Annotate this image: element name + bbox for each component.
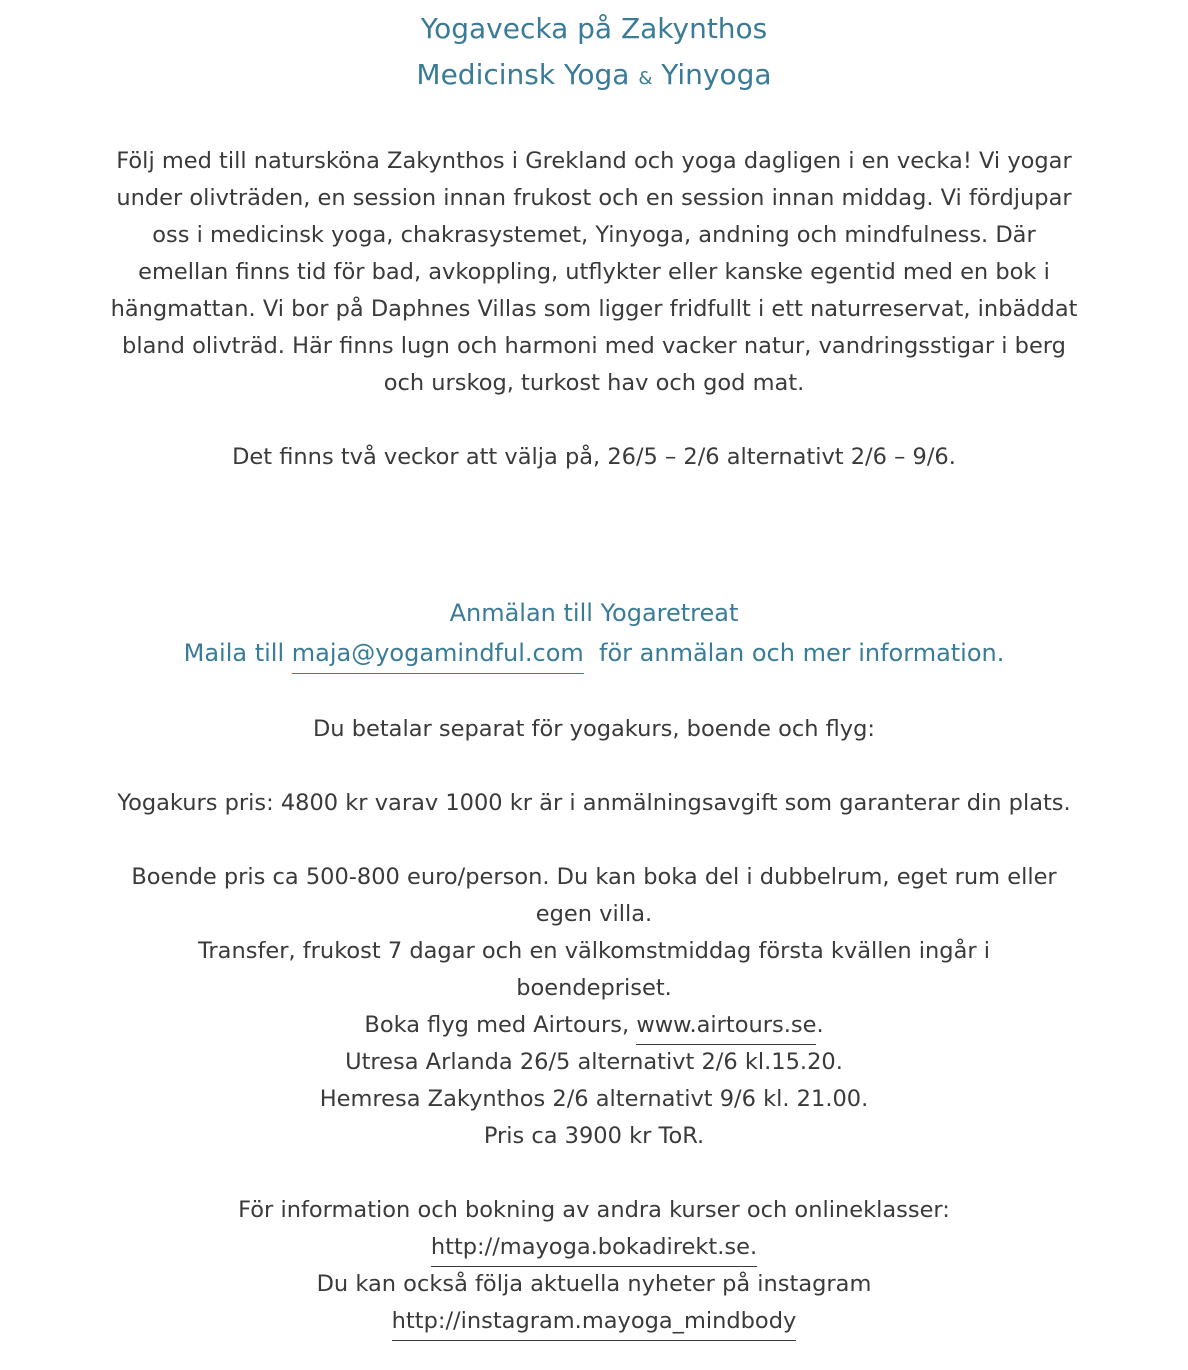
weeks-text: Det finns två veckor att välja på, 26/5 – 2/6 alternativt 2/6 – 9/6. (232, 444, 956, 470)
flight-prefix: Boka flyg med Airtours, (364, 1012, 637, 1038)
intro-paragraph: Följ med till natursköna Zakynthos i Grekland och yoga dagligen i en vecka! Vi yogar under olivträden, en session innan frukost och en session innan middag. Vi fördjupar oss i medicinsk yoga, chakrasystemet, Yinyoga, andning och mindfulness. Där emellan finns tid för bad, avkoppling, utflykter eller kanske egentid med en bok i hängmattan. Vi bor på Daphnes Villas som ligger fridfullt i ett naturreservat, inbäddat bland olivträd. Här finns lugn och harmoni med vacker natur, vandringsstigar i berg och urskog, turkost hav och god mat. (110, 148, 1078, 396)
booking-link-line (110, 1229, 1078, 1266)
transfer-text: Transfer, frukost 7 dagar och en välkomstmiddag första kvällen ingår i boendepriset. (197, 938, 991, 1001)
title-line-2-b: Yinyoga (652, 58, 772, 91)
instagram-text: Du kan också följa aktuella nyheter på instagram (316, 1271, 872, 1297)
flight-suffix: . (816, 1012, 824, 1038)
email-link[interactable]: maja@yogamindful.com (292, 639, 584, 674)
flight-price-text: Pris ca 3900 kr ToR. (483, 1123, 705, 1149)
title-line-2-a: Medicinsk Yoga (416, 58, 639, 91)
mail-suffix: för anmälan och mer information. (583, 639, 1005, 667)
title-line-1: Yogavecka på Zakynthos (420, 12, 768, 45)
page-title (110, 6, 1078, 102)
more-info-text: För information och bokning av andra kurser och onlineklasser: (238, 1197, 950, 1223)
flight-booking-line (110, 1007, 1078, 1044)
title-ampersand: & (638, 68, 653, 89)
bokadirekt-link[interactable]: http://mayoga.bokadirekt.se. (431, 1234, 757, 1267)
airtours-link[interactable]: www.airtours.se (636, 1012, 816, 1045)
signup-mail-line (110, 633, 1078, 673)
mail-prefix: Maila till (183, 639, 292, 667)
lodging-price-text: Boende pris ca 500-800 euro/person. Du kan boka del i dubbelrum, eget rum eller egen villa. (131, 864, 1057, 927)
instagram-link[interactable]: http://instagram.mayoga_mindbody (392, 1308, 797, 1341)
signup-title: Anmälan till Yogaretreat (449, 599, 739, 627)
instagram-link-line (110, 1303, 1078, 1340)
outbound-flight-text: Utresa Arlanda 26/5 alternativt 2/6 kl.15.20. (345, 1049, 843, 1075)
return-flight-text: Hemresa Zakynthos 2/6 alternativt 9/6 kl. 21.00. (319, 1086, 869, 1112)
separate-payment-text: Du betalar separat för yogakurs, boende och flyg: (312, 716, 875, 742)
course-price-text: Yogakurs pris: 4800 kr varav 1000 kr är i anmälningsavgift som garanterar din plats. (117, 790, 1071, 816)
